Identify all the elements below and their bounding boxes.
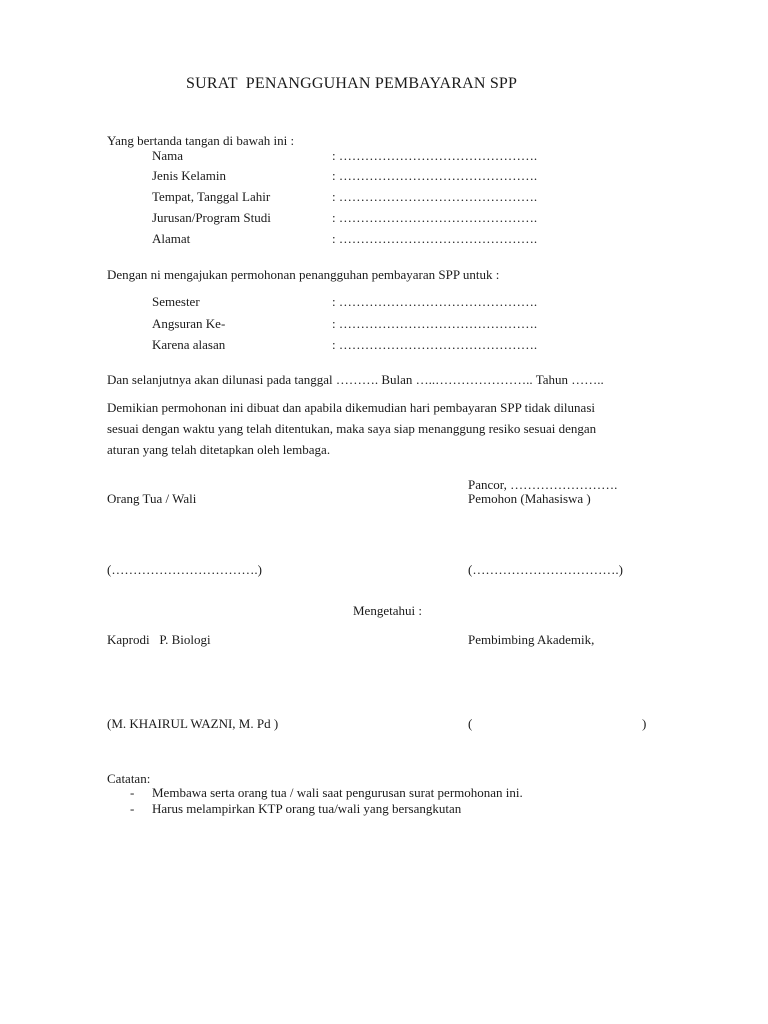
field-label: Jenis Kelamin (152, 168, 227, 183)
field-blank: : ………………………………………. (332, 148, 538, 163)
document-title: SURAT PENANGGUHAN PEMBAYARAN SPP (186, 75, 518, 92)
closing-paragraph-line-2: sesuai dengan waktu yang telah ditentukan, maka saya siap menanggung resiko sesuai dengan (107, 421, 597, 436)
field-label: Angsuran Ke- (152, 316, 226, 331)
field-label: Nama (152, 148, 184, 163)
acknowledged-heading: Mengetahui : (353, 603, 422, 618)
kaprodi-label: Kaprodi P. Biologi (107, 632, 211, 647)
settlement-line: Dan selanjutnya akan dilunasi pada tanggal ………. Bulan …..………………….. Tahun …….. (107, 372, 604, 387)
field-label: Karena alasan (152, 337, 226, 352)
field-blank: : ………………………………………. (332, 231, 538, 246)
applicant-signature-blank: (…………………………….) (468, 562, 623, 577)
advisor-name-open-paren: ( (468, 716, 473, 731)
parent-signature-label: Orang Tua / Wali (107, 491, 197, 506)
field-label: Alamat (152, 231, 191, 246)
note-bullet: - (130, 785, 135, 800)
field-label: Semester (152, 294, 200, 309)
intro-text: Yang bertanda tangan di bawah ini : (107, 133, 295, 148)
applicant-signature-label: Pemohon (Mahasiswa ) (468, 491, 591, 506)
kaprodi-name: (M. KHAIRUL WAZNI, M. Pd ) (107, 716, 279, 731)
advisor-name-close-paren: ) (642, 716, 647, 731)
field-blank: : ………………………………………. (332, 337, 538, 352)
field-blank: : ………………………………………. (332, 189, 538, 204)
field-blank: : ………………………………………. (332, 316, 538, 331)
note-item: Harus melampirkan KTP orang tua/wali yang bersangkutan (152, 801, 462, 816)
field-blank: : ………………………………………. (332, 294, 538, 309)
field-blank: : ………………………………………. (332, 168, 538, 183)
field-label: Tempat, Tanggal Lahir (152, 189, 271, 204)
advisor-label: Pembimbing Akademik, (468, 632, 595, 647)
field-blank: : ………………………………………. (332, 210, 538, 225)
note-bullet: - (130, 801, 135, 816)
closing-paragraph-line-1: Demikian permohonan ini dibuat dan apabila dikemudian hari pembayaran SPP tidak dilunasi (107, 400, 595, 415)
notes-heading: Catatan: (107, 771, 151, 786)
parent-signature-blank: (…………………………….) (107, 562, 262, 577)
closing-paragraph-line-3: aturan yang telah ditetapkan oleh lembaga. (107, 442, 331, 457)
request-intro: Dengan ni mengajukan permohonan penangguhan pembayaran SPP untuk : (107, 267, 500, 282)
note-item: Membawa serta orang tua / wali saat pengurusan surat permohonan ini. (152, 785, 523, 800)
place-date: Pancor, ……………………. (468, 477, 618, 492)
field-label: Jurusan/Program Studi (152, 210, 271, 225)
